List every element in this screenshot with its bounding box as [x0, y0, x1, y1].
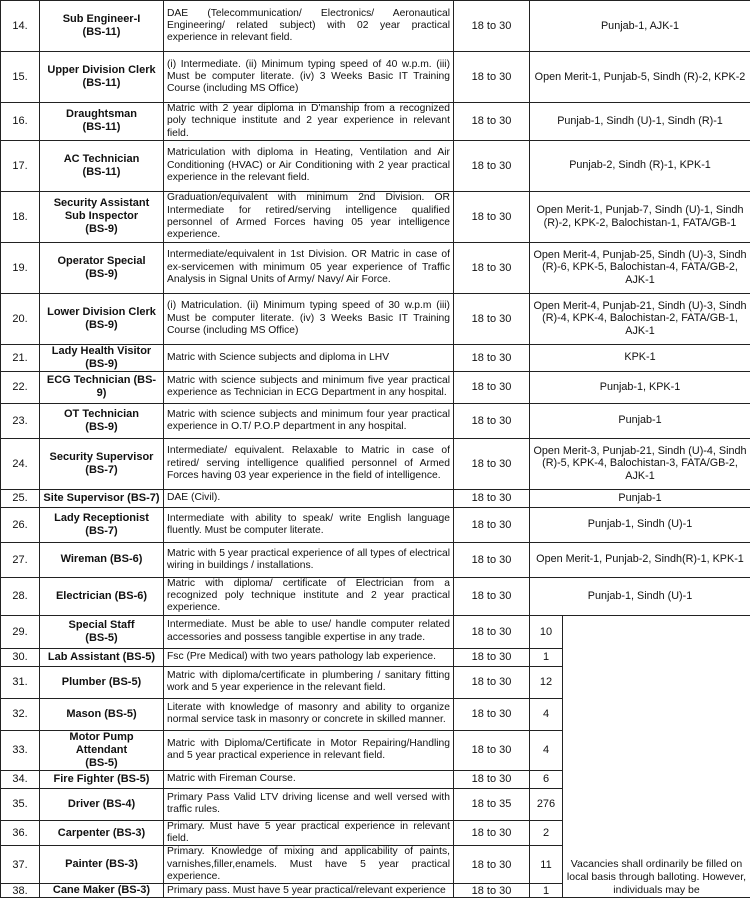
age-limit-cell: 18 to 30: [454, 344, 530, 371]
age-limit-cell: 18 to 30: [454, 730, 530, 770]
vacancy-count: 4: [530, 730, 563, 770]
post-title: Site Supervisor (BS-7): [43, 492, 160, 505]
age-limit-cell: 18 to 30: [454, 489, 530, 507]
vacancy-count: 10: [530, 615, 563, 648]
age-limit-cell: 18 to 30: [454, 648, 530, 666]
qualification-cell: Matric with Fireman Course.: [164, 770, 454, 788]
domicile-cell: Open Merit-4, Punjab-21, Sindh (U)-3, Sindh (R)-4, KPK-4, Balochistan-2, FATA/GB-1, AJK-1: [530, 293, 750, 344]
post-title: Lady Health Visitor (BS-9): [43, 345, 160, 371]
qualification-cell: Primary. Must have 5 year practical experience in relevant field.: [164, 820, 454, 846]
age-limit-cell: 18 to 30: [454, 371, 530, 403]
serial-number: 34.: [1, 770, 40, 788]
serial-number: 24.: [1, 438, 40, 489]
domicile-cell: Punjab-1, Sindh (U)-1: [530, 577, 750, 615]
domicile-cell: Punjab-1: [530, 489, 750, 507]
serial-number: 14.: [1, 1, 40, 52]
post-cell: [40, 52, 164, 103]
qualification-cell: Matric with 5 year practical experience of all types of electrical wiring in buildings / installations.: [164, 542, 454, 577]
post-cell: [40, 293, 164, 344]
serial-number: 37.: [1, 846, 40, 884]
age-limit-cell: 18 to 30: [454, 52, 530, 103]
vacancy-count: 11: [530, 846, 563, 884]
age-limit-cell: 18 to 30: [454, 242, 530, 293]
serial-number: 35.: [1, 788, 40, 820]
serial-number: 18.: [1, 191, 40, 242]
qualification-cell: Graduation/equivalent with minimum 2nd Division. OR Intermediate for retired/serving intelligence qualified personnel of Armed Forces having 05 year intelligence experience.: [164, 191, 454, 242]
serial-number: 16.: [1, 103, 40, 141]
post-cell: [40, 140, 164, 191]
post-title: Mason (BS-5): [43, 708, 160, 721]
post-title: Lower Division Clerk: [43, 306, 160, 319]
post-scale: (BS-5): [43, 632, 160, 645]
age-limit-cell: 18 to 30: [454, 666, 530, 698]
table-row: [1, 344, 750, 371]
serial-number: 32.: [1, 698, 40, 730]
table-row: [1, 489, 750, 507]
domicile-cell: Punjab-1, Sindh (U)-1, Sindh (R)-1: [530, 103, 750, 141]
post-title: Special Staff: [43, 619, 160, 632]
vacancy-count: 12: [530, 666, 563, 698]
vacancy-count: 1: [530, 884, 563, 898]
domicile-cell: KPK-1: [530, 344, 750, 371]
post-title: ECG Technician (BS-9): [43, 374, 160, 400]
vacancy-count: 6: [530, 770, 563, 788]
post-title: Lady Receptionist: [43, 512, 160, 525]
post-title: Carpenter (BS-3): [43, 827, 160, 840]
post-title: Wireman (BS-6): [43, 553, 160, 566]
serial-number: 20.: [1, 293, 40, 344]
post-cell: [40, 615, 164, 648]
post-cell: [40, 577, 164, 615]
post-title: Sub Engineer-I: [43, 13, 160, 26]
post-cell: [40, 788, 164, 820]
table-row: [1, 438, 750, 489]
post-cell: [40, 507, 164, 542]
domicile-cell: Punjab-1, AJK-1: [530, 1, 750, 52]
domicile-cell: Punjab-1, Sindh (U)-1: [530, 507, 750, 542]
qualification-cell: Fsc (Pre Medical) with two years pathology lab experience.: [164, 648, 454, 666]
domicile-cell: Punjab-1: [530, 403, 750, 438]
table-row: [1, 52, 750, 103]
post-cell: [40, 698, 164, 730]
post-scale: (BS-9): [43, 223, 160, 236]
serial-number: 30.: [1, 648, 40, 666]
table-row: [1, 403, 750, 438]
post-cell: [40, 403, 164, 438]
table-row: [1, 293, 750, 344]
post-title: Operator Special: [43, 255, 160, 268]
qualification-cell: Matric with diploma/ certificate of Electrician from a recognized poly technique institute and 2 year practical experience.: [164, 577, 454, 615]
age-limit-cell: 18 to 30: [454, 191, 530, 242]
age-limit-cell: 18 to 30: [454, 293, 530, 344]
post-title: Painter (BS-3): [43, 858, 160, 871]
post-scale: (BS-7): [43, 464, 160, 477]
serial-number: 38.: [1, 884, 40, 898]
table-row: [1, 1, 750, 52]
vacancy-count: 1: [530, 648, 563, 666]
age-limit-cell: 18 to 35: [454, 788, 530, 820]
post-scale: (BS-11): [43, 121, 160, 134]
post-title: Lab Assistant (BS-5): [43, 651, 160, 664]
qualification-cell: Intermediate. Must be able to use/ handle computer related accessories and possess tangible expertise in any trade.: [164, 615, 454, 648]
post-cell: [40, 103, 164, 141]
post-cell: [40, 542, 164, 577]
post-cell: [40, 820, 164, 846]
vacancy-count: 276: [530, 788, 563, 820]
qualification-cell: Intermediate/ equivalent. Relaxable to Matric in case of retired/ serving intelligence qualified personnel of Armed Forces having 03 year experience in the field of intelligence.: [164, 438, 454, 489]
serial-number: 25.: [1, 489, 40, 507]
table-row: [1, 140, 750, 191]
vacancy-count: 4: [530, 698, 563, 730]
age-limit-cell: 18 to 30: [454, 1, 530, 52]
table-row: [1, 103, 750, 141]
domicile-cell: Open Merit-3, Punjab-21, Sindh (U)-4, Sindh (R)-5, KPK-4, Balochistan-3, FATA/GB-2, AJK-1: [530, 438, 750, 489]
domicile-cell: Punjab-1, KPK-1: [530, 371, 750, 403]
table-row: [1, 615, 750, 648]
post-cell: [40, 884, 164, 898]
serial-number: 15.: [1, 52, 40, 103]
serial-number: 26.: [1, 507, 40, 542]
domicile-cell: Open Merit-1, Punjab-7, Sindh (U)-1, Sindh (R)-2, KPK-2, Balochistan-1, FATA/GB-1: [530, 191, 750, 242]
serial-number: 31.: [1, 666, 40, 698]
post-cell: [40, 666, 164, 698]
qualification-cell: Matric with 2 year diploma in D'manship from a recognized poly technique institute and 2 year experience in relevant field.: [164, 103, 454, 141]
age-limit-cell: 18 to 30: [454, 507, 530, 542]
age-limit-cell: 18 to 30: [454, 140, 530, 191]
qualification-cell: Primary Pass Valid LTV driving license and well versed with traffic rules.: [164, 788, 454, 820]
qualification-cell: DAE (Civil).: [164, 489, 454, 507]
qualification-cell: DAE (Telecommunication/ Electronics/ Aeronautical Engineering/ related subject) with 02 year practical experience in relevant field.: [164, 1, 454, 52]
serial-number: 28.: [1, 577, 40, 615]
qualification-cell: Matriculation with diploma in Heating, Ventilation and Air Conditioning (HVAC) or Air Conditioning with 2 year practical experience in the relevant field.: [164, 140, 454, 191]
domicile-cell: Punjab-2, Sindh (R)-1, KPK-1: [530, 140, 750, 191]
age-limit-cell: 18 to 30: [454, 615, 530, 648]
qualification-cell: Intermediate/equivalent in 1st Division. OR Matric in case of ex-servicemen with minimum 05 year experience of Traffic Analysis in Signal Units of Army/ Navy/ Air Force.: [164, 242, 454, 293]
post-cell: [40, 344, 164, 371]
domicile-cell: Open Merit-4, Punjab-25, Sindh (U)-3, Sindh (R)-6, KPK-5, Balochistan-4, FATA/GB-2, AJK-1: [530, 242, 750, 293]
age-limit-cell: 18 to 30: [454, 770, 530, 788]
post-title: Security Supervisor: [43, 451, 160, 464]
post-cell: [40, 489, 164, 507]
post-title: AC Technician: [43, 153, 160, 166]
post-scale: (BS-5): [43, 757, 160, 770]
post-cell: [40, 730, 164, 770]
post-scale: (BS-9): [43, 268, 160, 281]
qualification-cell: Matric with science subjects and minimum five year practical experience as Technician in ECG Department in any hospital.: [164, 371, 454, 403]
post-title: Motor Pump Attendant: [43, 731, 160, 757]
serial-number: 23.: [1, 403, 40, 438]
post-cell: [40, 846, 164, 884]
qualification-cell: Primary pass. Must have 5 year practical/relevant experience: [164, 884, 454, 898]
post-scale: (BS-11): [43, 166, 160, 179]
post-title: Electrician (BS-6): [43, 590, 160, 603]
post-cell: [40, 371, 164, 403]
post-title: Plumber (BS-5): [43, 676, 160, 689]
table-row: [1, 242, 750, 293]
serial-number: 36.: [1, 820, 40, 846]
serial-number: 33.: [1, 730, 40, 770]
serial-number: 22.: [1, 371, 40, 403]
post-cell: [40, 438, 164, 489]
qualification-cell: Intermediate with ability to speak/ write English language fluently. Must be computer literate.: [164, 507, 454, 542]
age-limit-cell: 18 to 30: [454, 103, 530, 141]
age-limit-cell: 18 to 30: [454, 884, 530, 898]
age-limit-cell: 18 to 30: [454, 438, 530, 489]
post-title: Upper Division Clerk: [43, 64, 160, 77]
qualification-cell: Literate with knowledge of masonry and ability to organize normal service task in masonry or concrete in skilled manner.: [164, 698, 454, 730]
age-limit-cell: 18 to 30: [454, 846, 530, 884]
post-cell: [40, 648, 164, 666]
post-cell: [40, 242, 164, 293]
post-title: Security Assistant Sub Inspector: [43, 197, 160, 223]
post-cell: [40, 770, 164, 788]
serial-number: 29.: [1, 615, 40, 648]
post-scale: (BS-7): [43, 525, 160, 538]
post-scale: (BS-9): [43, 319, 160, 332]
age-limit-cell: 18 to 30: [454, 820, 530, 846]
domicile-cell: Open Merit-1, Punjab-5, Sindh (R)-2, KPK-2: [530, 52, 750, 103]
post-scale: (BS-11): [43, 77, 160, 90]
post-title: Driver (BS-4): [43, 798, 160, 811]
qualification-cell: (i) Matriculation. (ii) Minimum typing speed of 30 w.p.m (iii) Must be computer literate. (iv) 3 Weeks Basic IT Training Course (including MS Office): [164, 293, 454, 344]
post-scale: (BS-9): [43, 421, 160, 434]
age-limit-cell: 18 to 30: [454, 577, 530, 615]
qualification-cell: Matric with diploma/certificate in plumbering / sanitary fitting work and 5 year experience in the relevant field.: [164, 666, 454, 698]
qualification-cell: Matric with science subjects and minimum four year practical experience in O.T/ P.O.P department in any hospital.: [164, 403, 454, 438]
serial-number: 19.: [1, 242, 40, 293]
age-limit-cell: 18 to 30: [454, 698, 530, 730]
table-row: [1, 577, 750, 615]
post-title: Fire Fighter (BS-5): [43, 773, 160, 786]
age-limit-cell: 18 to 30: [454, 542, 530, 577]
serial-number: 27.: [1, 542, 40, 577]
table-row: [1, 542, 750, 577]
vacancy-count: 2: [530, 820, 563, 846]
qualification-cell: (i) Intermediate. (ii) Minimum typing speed of 40 w.p.m. (iii) Must be computer literate. (iv) 3 Weeks Basic IT Training Course (including MS Office): [164, 52, 454, 103]
post-cell: [40, 191, 164, 242]
qualification-cell: Primary. Knowledge of mixing and applicability of paints, varnishes,filler,enamels. Must have 5 year practical experience.: [164, 846, 454, 884]
qualification-cell: Matric with Science subjects and diploma in LHV: [164, 344, 454, 371]
post-title: OT Technician: [43, 408, 160, 421]
post-cell: [40, 1, 164, 52]
domicile-cell: Open Merit-1, Punjab-2, Sindh(R)-1, KPK-1: [530, 542, 750, 577]
post-title: Cane Maker (BS-3): [43, 884, 160, 897]
table-row: [1, 507, 750, 542]
serial-number: 21.: [1, 344, 40, 371]
table-row: [1, 191, 750, 242]
table-row: [1, 371, 750, 403]
qualification-cell: Matric with Diploma/Certificate in Motor Repairing/Handling and 5 year practical experience in relevant field.: [164, 730, 454, 770]
post-title: Draughtsman: [43, 108, 160, 121]
age-limit-cell: 18 to 30: [454, 403, 530, 438]
serial-number: 17.: [1, 140, 40, 191]
post-scale: (BS-11): [43, 26, 160, 39]
vacancy-note: Vacancies shall ordinarily be filled on local basis through balloting. However, individuals may be: [563, 615, 750, 897]
